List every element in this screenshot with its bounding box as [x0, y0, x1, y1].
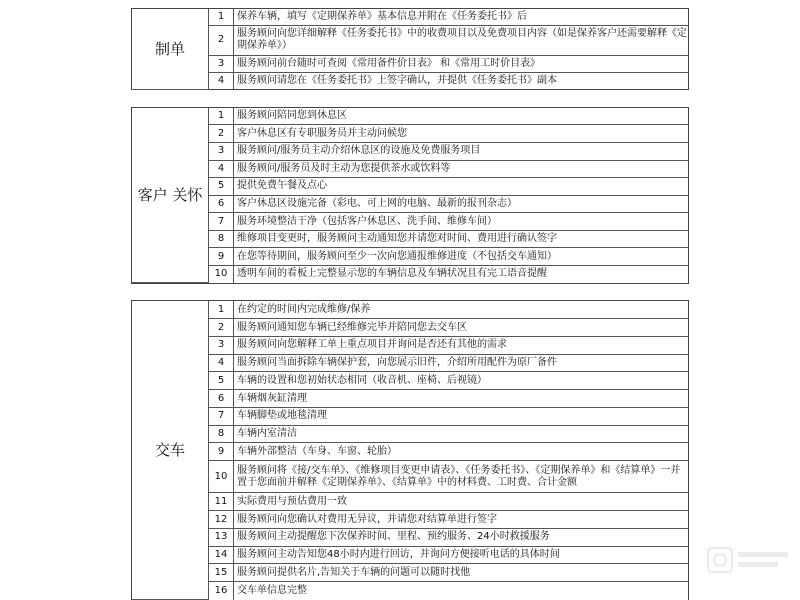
table-row: [132, 443, 688, 461]
row-number: 14: [209, 546, 234, 564]
row-number: 4: [209, 354, 234, 372]
row-number: 6: [209, 195, 234, 213]
table-row: [132, 178, 688, 196]
row-text: 维修项目变更时，服务顾问主动通知您并请您对时间、费用进行确认签字: [234, 230, 689, 248]
row-number: 11: [209, 493, 234, 511]
row-text: 服务顾问向您解释工单上重点项目并询问是否还有其他的需求: [234, 336, 689, 354]
row-text: 车辆烟灰缸清理: [234, 390, 689, 408]
table-row: [132, 407, 688, 425]
row-number: 12: [209, 511, 234, 529]
table-row: [132, 25, 688, 55]
row-text: 交车单信息完整: [234, 582, 689, 600]
row-text: 服务顾问主动提醒您下次保养时间、里程、预约服务、24小时救援服务: [234, 528, 689, 546]
table-row: [132, 336, 688, 354]
section-label: 客户 关怀: [132, 108, 209, 283]
row-text: 服务顾问将《接/交车单》、《维修项目变更申请表》、《任务委托书》、《定期保养单》和《结算单》一并置于您面前并解释《定期保养单》、《结算单》中的材料费、工时费、合计金额: [234, 461, 689, 493]
row-number: 10: [209, 461, 234, 493]
row-text: 车辆的设置和您初始状态相同（收音机、座椅、后视镜）: [234, 372, 689, 390]
table-row: [132, 390, 688, 408]
row-number: 15: [209, 564, 234, 582]
table-row: [132, 213, 688, 231]
row-text: 服务顾问请您在《任务委托书》上签字确认，并提供《任务委托书》副本: [234, 72, 689, 89]
row-text: 提供免费午餐及点心: [234, 178, 689, 196]
row-number: 7: [209, 407, 234, 425]
row-text: 服务顾问前台随时可查阅《常用备件价目表》 和《常用工时价目表》: [234, 55, 689, 72]
table-row: [132, 582, 688, 600]
row-number: 3: [209, 55, 234, 72]
row-number: 1: [209, 108, 234, 125]
table-row: [132, 230, 688, 248]
row-text: 车辆内室清洁: [234, 425, 689, 443]
row-number: 4: [209, 72, 234, 89]
row-number: 10: [209, 266, 234, 283]
row-text: 服务顾问主动告知您48小时内进行回访，并询问方便接听电话的具体时间: [234, 546, 689, 564]
row-text: 服务顾问当面拆除车辆保护套，向您展示旧件，介绍所用配件为原厂备件: [234, 354, 689, 372]
row-text: 服务顾问通知您车辆已经维修完毕并陪同您去交车区: [234, 319, 689, 337]
row-number: 2: [209, 125, 234, 143]
table-row: [132, 266, 688, 283]
row-text: 实际费用与预估费用一致: [234, 493, 689, 511]
row-text: 服务顾问提供名片,告知关于车辆的问题可以随时找他: [234, 564, 689, 582]
row-text: 保养车辆，填写《定期保养单》基本信息并附在《任务委托书》后: [234, 9, 689, 25]
row-number: 2: [209, 319, 234, 337]
table-row: [132, 564, 688, 582]
row-number: 3: [209, 142, 234, 160]
row-number: 5: [209, 372, 234, 390]
section-kehu-guanhuai: [131, 107, 689, 284]
table-row: [132, 425, 688, 443]
table-row: [132, 319, 688, 337]
row-text: 服务环境整洁干净（包括客户休息区、洗手间、维修车间）: [234, 213, 689, 231]
table-row: [132, 195, 688, 213]
table-row: [132, 372, 688, 390]
row-number: 4: [209, 160, 234, 178]
table-row: [132, 528, 688, 546]
row-number: 16: [209, 582, 234, 600]
table-row: [132, 354, 688, 372]
row-number: 13: [209, 528, 234, 546]
table-row: [132, 72, 688, 89]
section-label: 制单: [132, 9, 209, 89]
section-jiaoche: [131, 300, 689, 600]
row-number: 1: [209, 9, 234, 25]
jiaoche-table: [132, 301, 688, 600]
row-number: 2: [209, 25, 234, 55]
row-text: 服务顾问向您详细解释《任务委托书》中的收费项目以及免费项目内容（如是保养客户还需要解释《定期保养单》）: [234, 25, 689, 55]
row-number: 8: [209, 230, 234, 248]
table-row: [132, 9, 688, 25]
watermark-logo-icon: [706, 542, 792, 578]
table-row: [132, 125, 688, 143]
row-number: 5: [209, 178, 234, 196]
row-text: 在您等待期间，服务顾问至少一次向您通报维修进度（不包括交车通知）: [234, 248, 689, 266]
table-row: [132, 108, 688, 125]
row-text: 车辆外部整洁（车身、车窗、轮胎）: [234, 443, 689, 461]
row-number: 3: [209, 336, 234, 354]
table-row: [132, 142, 688, 160]
table-row: [132, 511, 688, 529]
row-text: 客户休息区设施完备（彩电、可上网的电脑、最新的报刊杂志）: [234, 195, 689, 213]
kehu-guanhuai-table: [132, 108, 688, 283]
table-row: [132, 248, 688, 266]
zhidan-table: [132, 9, 688, 90]
row-text: 服务顾问向您确认对费用无异议，并请您对结算单进行签字: [234, 511, 689, 529]
row-text: 客户休息区有专职服务员并主动问候您: [234, 125, 689, 143]
row-number: 8: [209, 425, 234, 443]
row-text: 车辆脚垫或地毯清理: [234, 407, 689, 425]
row-text: 服务顾问/服务员主动介绍休息区的设施及免费服务项目: [234, 142, 689, 160]
table-row: [132, 55, 688, 72]
table-row: [132, 461, 688, 493]
section-zhidan: [131, 8, 689, 90]
row-number: 6: [209, 390, 234, 408]
row-text: 在约定的时间内完成维修/保养: [234, 301, 689, 319]
row-text: 服务顾问陪同您到休息区: [234, 108, 689, 125]
table-row: [132, 160, 688, 178]
row-number: 9: [209, 248, 234, 266]
row-number: 9: [209, 443, 234, 461]
row-text: 服务顾问/服务员及时主动为您提供茶水或饮料等: [234, 160, 689, 178]
row-number: 1: [209, 301, 234, 319]
row-text: 透明车间的看板上完整显示您的车辆信息及车辆状况且有完工语音提醒: [234, 266, 689, 283]
table-row: [132, 546, 688, 564]
table-row: [132, 301, 688, 319]
row-number: 7: [209, 213, 234, 231]
table-row: [132, 493, 688, 511]
section-label: 交车: [132, 301, 209, 600]
